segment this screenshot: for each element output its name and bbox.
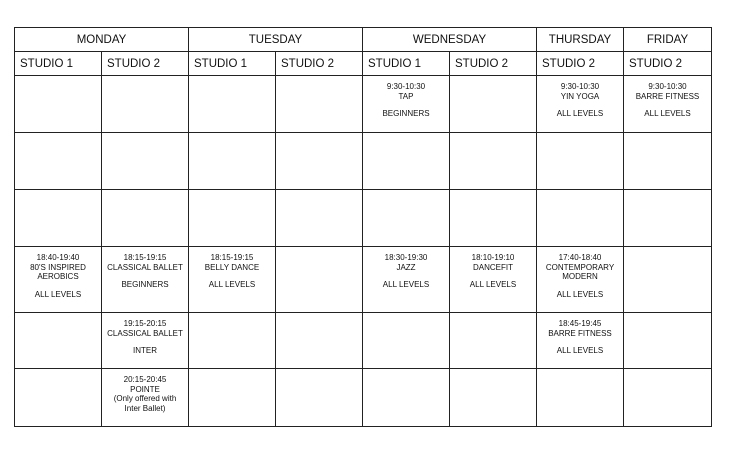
- class-cell: [102, 369, 189, 427]
- empty-cell: [537, 369, 624, 427]
- class-cell: [363, 247, 450, 313]
- class-note: Inter Ballet): [124, 403, 166, 413]
- empty-cell: [189, 190, 276, 247]
- empty-cell: [450, 133, 537, 190]
- class-level: ALL LEVELS: [556, 346, 604, 355]
- empty-cell: [624, 190, 712, 247]
- class-time: 20:15-20:45: [123, 375, 167, 384]
- empty-cell: [363, 133, 450, 190]
- empty-cell: [189, 369, 276, 427]
- empty-cell: [363, 313, 450, 369]
- empty-cell: [102, 190, 189, 247]
- class-cell: [15, 247, 102, 313]
- class-cell: [537, 76, 624, 133]
- empty-cell: [276, 190, 363, 247]
- empty-cell: [15, 76, 102, 133]
- class-time: 18:45-19:45: [558, 319, 602, 328]
- empty-cell: [450, 313, 537, 369]
- empty-cell: [189, 313, 276, 369]
- class-level: ALL LEVELS: [382, 280, 430, 289]
- class-level: ALL LEVELS: [34, 289, 82, 299]
- class-level: ALL LEVELS: [644, 109, 691, 118]
- class-name: 80'S INSPIRED: [30, 262, 86, 272]
- class-cell: [102, 247, 189, 313]
- schedule-row: [15, 369, 712, 427]
- empty-cell: [189, 133, 276, 190]
- empty-cell: [537, 133, 624, 190]
- empty-cell: [537, 190, 624, 247]
- empty-cell: [276, 313, 363, 369]
- empty-cell: [624, 133, 712, 190]
- class-time: 9:30-10:30: [386, 82, 426, 91]
- empty-cell: [624, 247, 712, 313]
- class-cell: [537, 247, 624, 313]
- class-time: 18:10-19:10: [471, 253, 515, 262]
- empty-cell: [15, 190, 102, 247]
- class-cell: [537, 313, 624, 369]
- studio-header: STUDIO 2: [102, 52, 189, 76]
- class-cell: [102, 313, 189, 369]
- class-time: 18:15-19:15: [210, 253, 254, 262]
- empty-cell: [276, 247, 363, 313]
- class-time: 19:15-20:15: [123, 319, 167, 328]
- class-level: BEGINNERS: [382, 109, 430, 118]
- class-note: (Only offered with: [113, 394, 177, 403]
- class-name: CLASSICAL BALLET: [107, 262, 183, 272]
- class-name: BELLY DANCE: [204, 262, 260, 272]
- class-name: MODERN: [562, 272, 598, 281]
- class-time: 17:40-18:40: [558, 253, 602, 262]
- empty-cell: [450, 76, 537, 133]
- class-level: ALL LEVELS: [469, 280, 517, 289]
- class-cell: [624, 76, 712, 133]
- empty-cell: [363, 190, 450, 247]
- class-level: INTER: [133, 346, 157, 355]
- studio-header: STUDIO 1: [189, 52, 276, 76]
- studio-header: STUDIO 2: [537, 52, 624, 76]
- class-cell: [450, 247, 537, 313]
- day-header-friday: FRIDAY: [624, 28, 712, 52]
- class-name: BARRE FITNESS: [635, 91, 700, 101]
- class-level: ALL LEVELS: [556, 289, 604, 299]
- schedule-row: [15, 76, 712, 133]
- day-header-thursday: THURSDAY: [537, 28, 624, 52]
- class-name: CLASSICAL BALLET: [107, 328, 183, 338]
- empty-cell: [15, 369, 102, 427]
- class-cell: [363, 76, 450, 133]
- studio-header: STUDIO 2: [276, 52, 363, 76]
- empty-cell: [624, 369, 712, 427]
- studio-header: STUDIO 1: [363, 52, 450, 76]
- schedule-row: [15, 133, 712, 190]
- empty-cell: [15, 133, 102, 190]
- empty-cell: [102, 133, 189, 190]
- empty-cell: [102, 76, 189, 133]
- class-cell: [189, 247, 276, 313]
- class-time: 18:30-19:30: [384, 253, 428, 262]
- empty-cell: [450, 369, 537, 427]
- schedule-row: [15, 247, 712, 313]
- class-level: BEGINNERS: [121, 280, 169, 289]
- empty-cell: [276, 133, 363, 190]
- class-name: TAP: [398, 91, 414, 101]
- timetable: [14, 27, 712, 427]
- class-time: 18:15-19:15: [123, 253, 167, 262]
- studio-header: STUDIO 2: [450, 52, 537, 76]
- class-name: JAZZ: [396, 262, 416, 272]
- day-header-monday: MONDAY: [15, 28, 189, 52]
- studio-header-row: [15, 52, 712, 76]
- class-time: 18:40-19:40: [36, 253, 80, 262]
- studio-header: STUDIO 1: [15, 52, 102, 76]
- empty-cell: [450, 190, 537, 247]
- empty-cell: [363, 369, 450, 427]
- empty-cell: [15, 313, 102, 369]
- schedule-row: [15, 313, 712, 369]
- empty-cell: [189, 76, 276, 133]
- schedule-row: [15, 190, 712, 247]
- day-header-tuesday: TUESDAY: [189, 28, 363, 52]
- class-name: DANCEFIT: [473, 262, 513, 272]
- day-header-wednesday: WEDNESDAY: [363, 28, 537, 52]
- class-time: 9:30-10:30: [648, 82, 687, 91]
- class-time: 9:30-10:30: [560, 82, 600, 91]
- class-level: ALL LEVELS: [208, 280, 256, 289]
- class-level: ALL LEVELS: [556, 109, 604, 118]
- class-name: YIN YOGA: [560, 91, 600, 101]
- empty-cell: [276, 76, 363, 133]
- studio-header: STUDIO 2: [624, 52, 712, 76]
- empty-cell: [624, 313, 712, 369]
- day-header-row: [15, 28, 712, 52]
- empty-cell: [276, 369, 363, 427]
- class-name: CONTEMPORARY: [545, 262, 615, 272]
- class-name: BARRE FITNESS: [548, 328, 612, 338]
- class-name: POINTE: [130, 384, 160, 394]
- class-name: AEROBICS: [37, 272, 79, 281]
